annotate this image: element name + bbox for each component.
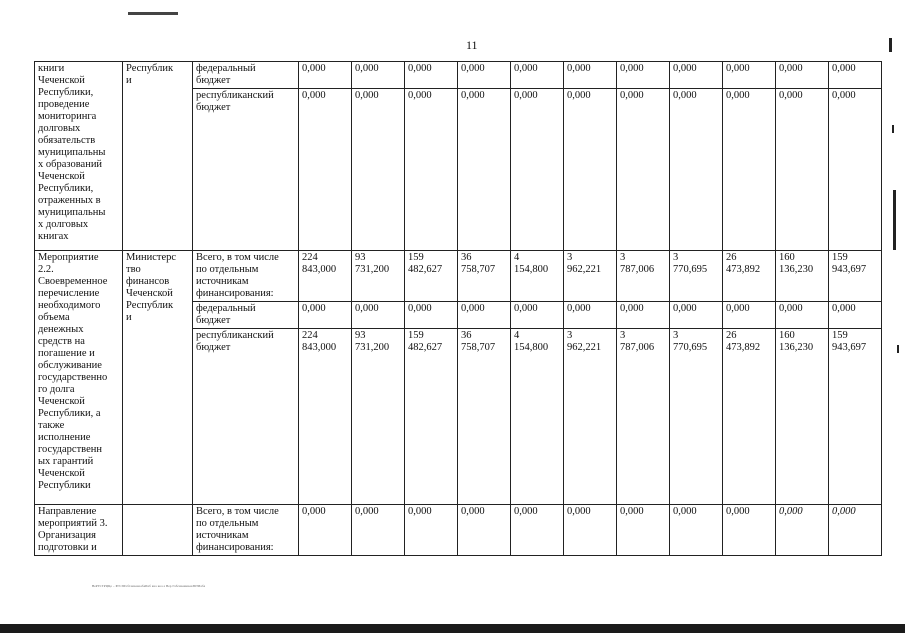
- scan-mark-right-2: [893, 190, 896, 250]
- amount-cell: 0,000: [458, 62, 511, 89]
- amount-cell: 0,000: [829, 62, 882, 89]
- amount-cell: 93 731,200: [352, 251, 405, 302]
- amount-cell: 224 843,000: [299, 329, 352, 505]
- amount-cell: 36 758,707: [458, 251, 511, 302]
- measure-cell: Мероприятие 2.2. Своевременное перечисление необходимого объема денежных средств на погашение и обслуживание государственно го долга Чеченской Республики, а также исполнение государственн ых гарантий Чеченской Республики: [35, 251, 123, 505]
- funding-source-cell: федеральный бюджет: [193, 62, 299, 89]
- amount-cell: 0,000: [617, 89, 670, 251]
- amount-cell: 0,000: [299, 505, 352, 556]
- amount-cell: 0,000: [723, 89, 776, 251]
- scan-mark-right-3: [892, 125, 894, 133]
- amount-cell: 0,000: [776, 505, 829, 556]
- amount-cell: 0,000: [511, 302, 564, 329]
- scan-bottom-bar: [0, 624, 905, 633]
- amount-cell: 0,000: [670, 302, 723, 329]
- amount-cell: 0,000: [829, 302, 882, 329]
- amount-cell: 3 962,221: [564, 329, 617, 505]
- amount-cell: 0,000: [352, 62, 405, 89]
- amount-cell: 0,000: [564, 505, 617, 556]
- amount-cell: 159 482,627: [405, 251, 458, 302]
- funding-source-cell: Всего, в том числе по отдельным источникам финансирования:: [193, 505, 299, 556]
- scan-mark-right-4: [897, 345, 899, 353]
- table-row: [35, 505, 882, 556]
- amount-cell: 0,000: [458, 505, 511, 556]
- amount-cell: 3 962,221: [564, 251, 617, 302]
- amount-cell: 224 843,000: [299, 251, 352, 302]
- amount-cell: 0,000: [352, 505, 405, 556]
- page-number: 11: [466, 38, 478, 52]
- amount-cell: 0,000: [617, 302, 670, 329]
- amount-cell: 0,000: [299, 89, 352, 251]
- amount-cell: 0,000: [723, 302, 776, 329]
- amount-cell: 0,000: [405, 302, 458, 329]
- measure-cell: книги Чеченской Республики, проведение мониторинга долговых обязательств муниципальны х образований Чеченской Республики, отраженных в муниципальны х долговых книгах: [35, 62, 123, 251]
- table-row: [35, 251, 882, 302]
- amount-cell: 0,000: [564, 89, 617, 251]
- amount-cell: 0,000: [405, 62, 458, 89]
- amount-cell: 0,000: [617, 505, 670, 556]
- amount-cell: 3 787,006: [617, 251, 670, 302]
- amount-cell: 0,000: [670, 89, 723, 251]
- amount-cell: 0,000: [352, 89, 405, 251]
- amount-cell: 0,000: [776, 89, 829, 251]
- amount-cell: 159 943,697: [829, 251, 882, 302]
- amount-cell: 0,000: [564, 62, 617, 89]
- funding-source-cell: республиканский бюджет: [193, 89, 299, 251]
- scan-mark-right-1: [889, 38, 892, 52]
- amount-cell: 0,000: [511, 505, 564, 556]
- amount-cell: 36 758,707: [458, 329, 511, 505]
- amount-cell: 93 731,200: [352, 329, 405, 505]
- amount-cell: 159 943,697: [829, 329, 882, 505]
- scan-mark-top: [128, 12, 178, 15]
- financing-table: [34, 61, 882, 556]
- amount-cell: 0,000: [458, 302, 511, 329]
- funding-source-cell: республиканский бюджет: [193, 329, 299, 505]
- amount-cell: 0,000: [299, 302, 352, 329]
- amount-cell: 0,000: [299, 62, 352, 89]
- amount-cell: 0,000: [776, 62, 829, 89]
- amount-cell: 0,000: [405, 89, 458, 251]
- amount-cell: 0,000: [829, 89, 882, 251]
- amount-cell: 0,000: [776, 302, 829, 329]
- amount-cell: 26 473,892: [723, 251, 776, 302]
- amount-cell: 160 136,230: [776, 329, 829, 505]
- amount-cell: 0,000: [617, 62, 670, 89]
- funding-source-cell: Всего, в том числе по отдельным источникам финансирования:: [193, 251, 299, 302]
- amount-cell: 160 136,230: [776, 251, 829, 302]
- amount-cell: 0,000: [511, 62, 564, 89]
- amount-cell: 0,000: [829, 505, 882, 556]
- amount-cell: 0,000: [723, 62, 776, 89]
- amount-cell: 26 473,892: [723, 329, 776, 505]
- responsible-cell: [123, 505, 193, 556]
- amount-cell: 4 154,800: [511, 251, 564, 302]
- footer-fine-print: НеРГСТРЦЦе – РГСПГобтаиааноабаИаб ана ноа а Вер ГабсиаамиаааЗБТИаба: [92, 584, 206, 588]
- amount-cell: 0,000: [511, 89, 564, 251]
- amount-cell: 3 787,006: [617, 329, 670, 505]
- amount-cell: 0,000: [670, 505, 723, 556]
- amount-cell: 0,000: [564, 302, 617, 329]
- amount-cell: 4 154,800: [511, 329, 564, 505]
- amount-cell: 159 482,627: [405, 329, 458, 505]
- amount-cell: 0,000: [352, 302, 405, 329]
- table-row: [35, 62, 882, 89]
- amount-cell: 0,000: [405, 505, 458, 556]
- amount-cell: 0,000: [670, 62, 723, 89]
- responsible-cell: Республик и: [123, 62, 193, 251]
- amount-cell: 3 770,695: [670, 251, 723, 302]
- amount-cell: 0,000: [458, 89, 511, 251]
- responsible-cell: Министерс тво финансов Чеченской Республик и: [123, 251, 193, 505]
- funding-source-cell: федеральный бюджет: [193, 302, 299, 329]
- measure-cell: Направление мероприятий 3. Организация подготовки и: [35, 505, 123, 556]
- amount-cell: 3 770,695: [670, 329, 723, 505]
- amount-cell: 0,000: [723, 505, 776, 556]
